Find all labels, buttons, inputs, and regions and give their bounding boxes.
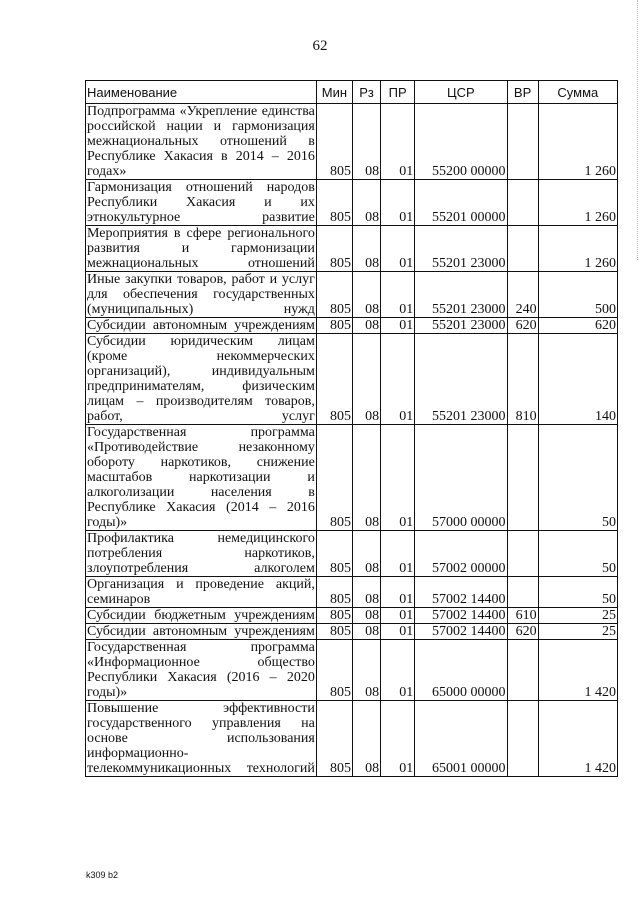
cell-vr: 620 bbox=[507, 318, 538, 334]
cell-pr: 01 bbox=[381, 226, 415, 272]
cell-min: 805 bbox=[316, 272, 352, 318]
cell-name: Субсидии юридическим лицам (кроме некоммерческих организаций), индивидуальным предпринимателям, физическим лицам – производителям товаров, работ, услуг bbox=[87, 334, 315, 424]
cell-sum: 1 420 bbox=[538, 640, 617, 701]
cell-name: Мероприятия в сфере регионального развития и гармонизации межнациональных отношений bbox=[87, 226, 315, 271]
cell-min: 805 bbox=[316, 226, 352, 272]
cell-vr: 810 bbox=[507, 334, 538, 425]
cell-csr: 55201 23000 bbox=[415, 334, 507, 425]
cell-sum: 1 260 bbox=[538, 104, 617, 180]
cell-name: Иные закупки товаров, работ и услуг для обеспечения государственных (муниципальных) нужд bbox=[87, 272, 315, 317]
cell-vr bbox=[507, 180, 538, 226]
header-sum: Сумма bbox=[538, 81, 617, 104]
cell-name: Повышение эффективности государственного управления на основе использования информационно-телекоммуникационных технологий bbox=[87, 701, 315, 776]
cell-sum: 1 420 bbox=[538, 701, 617, 777]
cell-rz: 08 bbox=[352, 334, 380, 425]
cell-min: 805 bbox=[316, 624, 352, 640]
margin-binding-marks bbox=[629, 0, 638, 260]
table-row bbox=[86, 640, 618, 701]
cell-vr bbox=[507, 701, 538, 777]
cell-vr bbox=[507, 425, 538, 531]
cell-rz: 08 bbox=[352, 577, 380, 608]
cell-rz: 08 bbox=[352, 531, 380, 577]
cell-vr: 610 bbox=[507, 608, 538, 624]
cell-sum: 500 bbox=[538, 272, 617, 318]
cell-csr: 57002 00000 bbox=[415, 531, 507, 577]
table-row bbox=[86, 608, 618, 624]
cell-sum: 50 bbox=[538, 531, 617, 577]
cell-rz: 08 bbox=[352, 180, 380, 226]
cell-csr: 55201 23000 bbox=[415, 318, 507, 334]
header-min: Мин bbox=[316, 81, 352, 104]
table-row bbox=[86, 531, 618, 577]
cell-csr: 55200 00000 bbox=[415, 104, 507, 180]
cell-vr bbox=[507, 577, 538, 608]
cell-min: 805 bbox=[316, 577, 352, 608]
cell-min: 805 bbox=[316, 318, 352, 334]
cell-sum: 25 bbox=[538, 608, 617, 624]
cell-sum: 620 bbox=[538, 318, 617, 334]
cell-min: 805 bbox=[316, 640, 352, 701]
table-row bbox=[86, 318, 618, 334]
cell-pr: 01 bbox=[381, 701, 415, 777]
table-header-row bbox=[86, 81, 618, 104]
cell-rz: 08 bbox=[352, 272, 380, 318]
cell-name: Государственная программа «Информационное общество Республики Хакасия (2016 – 2020 годы)» bbox=[87, 640, 315, 700]
cell-name: Подпрограмма «Укрепление единства российской нации и гармонизация межнациональных отношений в Республике Хакасия в 2014 – 2016 годах» bbox=[87, 104, 315, 179]
cell-vr: 620 bbox=[507, 624, 538, 640]
cell-min: 805 bbox=[316, 531, 352, 577]
table-row bbox=[86, 577, 618, 608]
cell-rz: 08 bbox=[352, 608, 380, 624]
budget-table bbox=[85, 80, 618, 777]
cell-name: Организация и проведение акций, семинаров bbox=[87, 577, 315, 607]
cell-sum: 1 260 bbox=[538, 180, 617, 226]
table-row bbox=[86, 701, 618, 777]
cell-pr: 01 bbox=[381, 531, 415, 577]
cell-csr: 55201 23000 bbox=[415, 226, 507, 272]
cell-min: 805 bbox=[316, 608, 352, 624]
cell-pr: 01 bbox=[381, 334, 415, 425]
cell-pr: 01 bbox=[381, 425, 415, 531]
cell-name: Профилактика немедицинского потребления наркотиков, злоупотребления алкоголем bbox=[87, 531, 315, 576]
page-number: 62 bbox=[312, 38, 328, 54]
cell-sum: 140 bbox=[538, 334, 617, 425]
cell-rz: 08 bbox=[352, 318, 380, 334]
table-row bbox=[86, 226, 618, 272]
cell-pr: 01 bbox=[381, 577, 415, 608]
cell-min: 805 bbox=[316, 425, 352, 531]
cell-pr: 01 bbox=[381, 104, 415, 180]
cell-name: Субсидии автономным учреждениям bbox=[87, 624, 315, 639]
cell-rz: 08 bbox=[352, 104, 380, 180]
header-pr: ПР bbox=[381, 81, 415, 104]
cell-min: 805 bbox=[316, 104, 352, 180]
cell-rz: 08 bbox=[352, 226, 380, 272]
cell-name: Государственная программа «Противодействие незаконному обороту наркотиков, снижение масштабов наркотизации и алкоголизации населения в Республике Хакасия (2014 – 2016 годы)» bbox=[87, 425, 315, 530]
cell-csr: 57000 00000 bbox=[415, 425, 507, 531]
cell-vr bbox=[507, 640, 538, 701]
cell-pr: 01 bbox=[381, 608, 415, 624]
cell-min: 805 bbox=[316, 180, 352, 226]
cell-pr: 01 bbox=[381, 180, 415, 226]
cell-pr: 01 bbox=[381, 624, 415, 640]
cell-csr: 65001 00000 bbox=[415, 701, 507, 777]
cell-csr: 55201 00000 bbox=[415, 180, 507, 226]
cell-sum: 25 bbox=[538, 624, 617, 640]
cell-pr: 01 bbox=[381, 318, 415, 334]
cell-csr: 55201 23000 bbox=[415, 272, 507, 318]
table-row bbox=[86, 334, 618, 425]
cell-csr: 57002 14400 bbox=[415, 577, 507, 608]
header-rz: Рз bbox=[352, 81, 380, 104]
cell-vr bbox=[507, 531, 538, 577]
header-vr: ВР bbox=[507, 81, 538, 104]
cell-min: 805 bbox=[316, 701, 352, 777]
cell-csr: 57002 14400 bbox=[415, 608, 507, 624]
cell-csr: 57002 14400 bbox=[415, 624, 507, 640]
cell-name: Субсидии автономным учреждениям bbox=[87, 318, 315, 333]
table-row bbox=[86, 425, 618, 531]
header-csr: ЦСР bbox=[415, 81, 507, 104]
table-row bbox=[86, 180, 618, 226]
cell-sum: 50 bbox=[538, 425, 617, 531]
header-name: Наименование bbox=[86, 81, 317, 104]
cell-pr: 01 bbox=[381, 640, 415, 701]
table-row bbox=[86, 104, 618, 180]
document-code: k309 b2 bbox=[86, 870, 119, 880]
cell-rz: 08 bbox=[352, 624, 380, 640]
cell-name: Субсидии бюджетным учреждениям bbox=[87, 608, 315, 623]
cell-vr: 240 bbox=[507, 272, 538, 318]
cell-vr bbox=[507, 226, 538, 272]
cell-rz: 08 bbox=[352, 701, 380, 777]
cell-pr: 01 bbox=[381, 272, 415, 318]
cell-sum: 1 260 bbox=[538, 226, 617, 272]
cell-min: 805 bbox=[316, 334, 352, 425]
cell-csr: 65000 00000 bbox=[415, 640, 507, 701]
table-row bbox=[86, 272, 618, 318]
cell-rz: 08 bbox=[352, 425, 380, 531]
cell-name: Гармонизация отношений народов Республики Хакасия и их этнокультурное развитие bbox=[87, 180, 315, 225]
cell-sum: 50 bbox=[538, 577, 617, 608]
cell-vr bbox=[507, 104, 538, 180]
cell-rz: 08 bbox=[352, 640, 380, 701]
table-row bbox=[86, 624, 618, 640]
